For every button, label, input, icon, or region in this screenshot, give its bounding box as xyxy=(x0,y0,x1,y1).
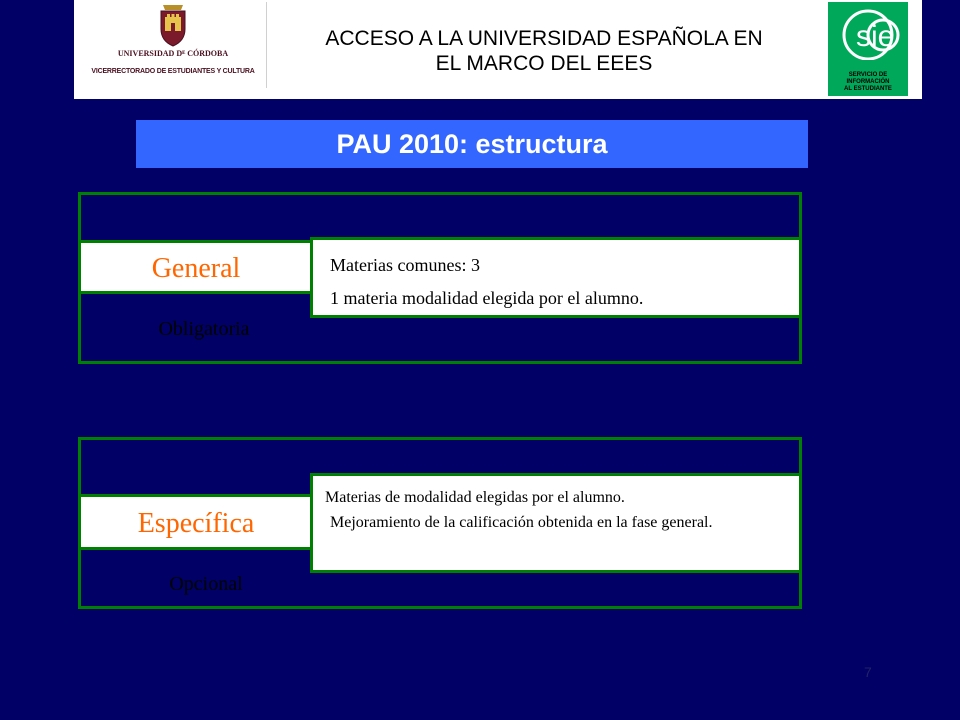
header-title xyxy=(268,26,820,76)
university-crest-icon xyxy=(158,5,188,47)
sie-logo xyxy=(828,2,908,96)
slide-title: PAU 2010: estructura xyxy=(136,120,808,168)
header-title-line2: EL MARCO DEL EEES xyxy=(435,52,653,75)
sie-text-line3: AL ESTUDIANTE xyxy=(844,86,892,92)
sie-logo-text xyxy=(828,72,908,93)
sie-logo-icon xyxy=(832,8,904,60)
university-logo xyxy=(80,2,267,88)
page-number: 7 xyxy=(864,664,872,680)
university-name: UNIVERSIDAD Dᴱ CÓRDOBA xyxy=(117,49,229,58)
header-divider xyxy=(74,97,922,99)
sie-text-line1: SERVICIO DE xyxy=(848,72,888,78)
section-especifica-details xyxy=(310,473,802,573)
sie-text-line2: INFORMACIÓN xyxy=(846,79,890,85)
header-title-line1: ACCESO A LA UNIVERSIDAD ESPAÑOLA EN xyxy=(325,27,763,50)
section-especifica-item: Materias de modalidad elegidas por el alumno. xyxy=(325,489,625,506)
sie-logo-mark: sie xyxy=(856,20,895,53)
section-general-item: Materias comunes: 3 xyxy=(330,255,480,275)
university-vicerectorate: VICERRECTORADO DE ESTUDIANTES Y CULTURA xyxy=(91,68,255,75)
section-general-details xyxy=(310,237,802,318)
section-especifica-tab: Específica xyxy=(78,494,314,550)
section-general-sublabel: Obligatoria xyxy=(158,318,250,340)
section-especifica-item: Mejoramiento de la calificación obtenida en la fase general. xyxy=(330,514,713,531)
section-general-tab: General xyxy=(78,240,314,294)
section-especifica-sublabel: Opcional xyxy=(169,573,243,595)
section-general-item: 1 materia modalidad elegida por el alumno. xyxy=(330,288,644,308)
